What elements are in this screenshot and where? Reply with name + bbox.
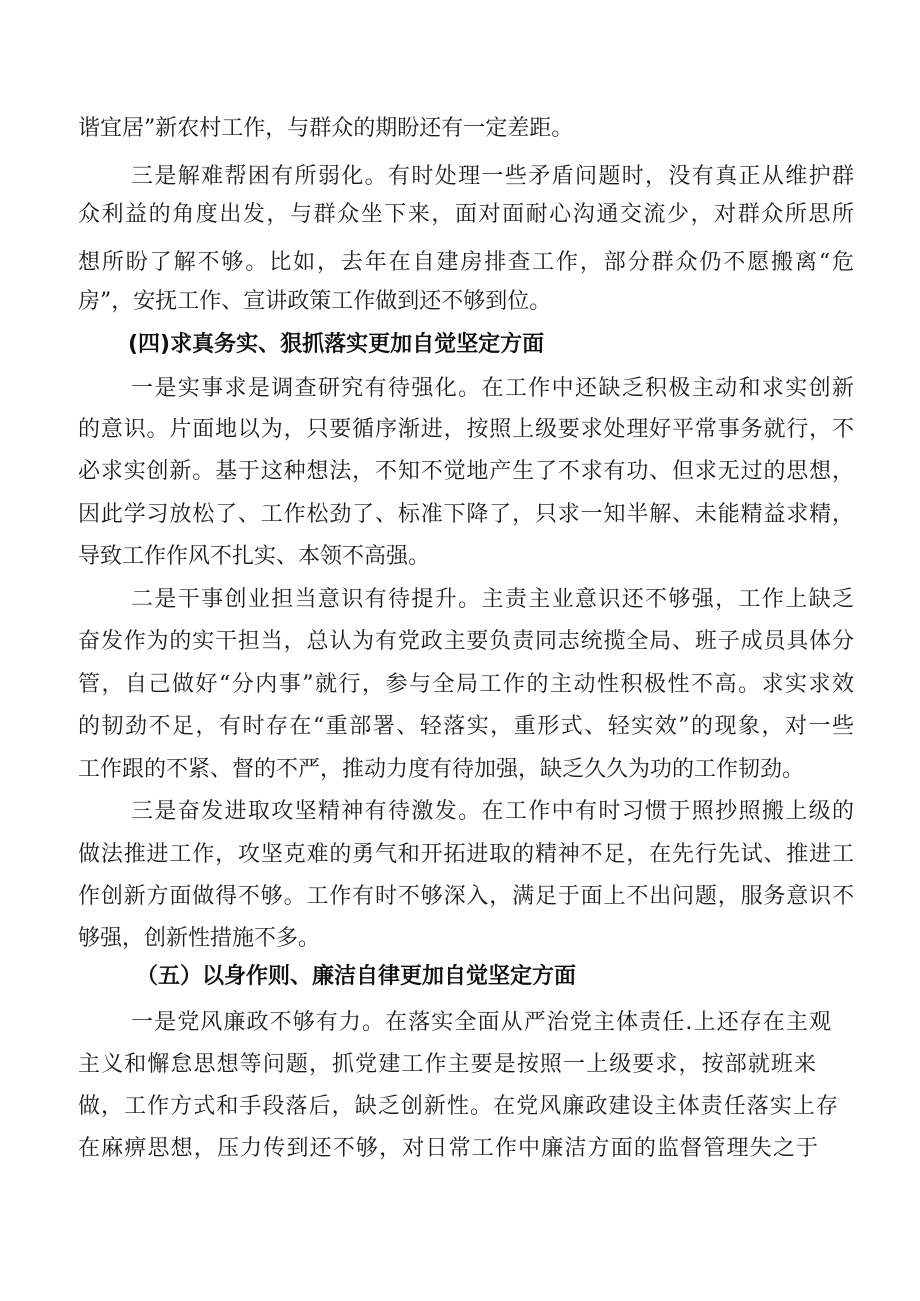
- paragraph-line: 主义和懈怠思想等问题，抓党建工作主要是按照一上级要求，按部就班来: [78, 1052, 816, 1077]
- paragraph-line: 管，自己做好“分内事”就行，参与全局工作的主动性积极性不高。求实求效: [78, 672, 854, 697]
- paragraph-line: 导致工作作风不扎实、本领不高强。: [78, 544, 431, 569]
- paragraph-line: 作创新方面做得不够。工作有时不够深入，满足于面上不出问题，服务意识不: [78, 884, 854, 909]
- paragraph-line: 的韧劲不足，有时存在“重部署、轻落实，重形式、轻实效”的现象，对一些: [78, 714, 854, 739]
- paragraph-line: 够强，创新性措施不多。: [78, 926, 321, 951]
- section-heading-5: （五）以身作则、廉洁自律更加自觉坚定方面: [136, 964, 577, 989]
- section-heading-4: (四)求真务实、狠抓落实更加自觉坚定方面: [128, 332, 545, 357]
- paragraph-line: 因此学习放松了、工作松劲了、标准下降了，只求一知半解、未能精益求精，: [78, 502, 854, 527]
- paragraph-line: 做，工作方式和手段落后，缺乏创新性。在党风廉政建设主体责任落实上存: [78, 1094, 838, 1119]
- paragraph-line: 三是解难帮困有所弱化。有时处理一些矛盾问题时，没有真正从维护群: [131, 164, 854, 189]
- paragraph-line: 二是干事创业担当意识有待提升。主责主业意识还不够强，工作上缺乏: [131, 587, 854, 612]
- paragraph-line: 的意识。片面地以为，只要循序渐进，按照上级要求处理好平常事务就行，不: [78, 417, 854, 442]
- paragraph-line: 一是实事求是调查研究有待强化。在工作中还缺乏积极主动和求实创新: [131, 376, 854, 401]
- paragraph-line: 在麻痹思想，压力传到还不够，对日常工作中廉洁方面的监督管理失之于: [78, 1136, 818, 1161]
- paragraph-line: 三是奋发进取攻坚精神有待激发。在工作中有时习惯于照抄照搬上级的: [131, 799, 854, 824]
- paragraph-line: 谐宜居”新农村工作，与群众的期盼还有一定差距。: [78, 116, 574, 141]
- paragraph-line: 想所盼了解不够。比如，去年在自建房排查工作，部分群众仍不愿搬离“危: [78, 250, 854, 275]
- paragraph-line: 一是党风廉政不够有力。在落实全面从严治党主体责任.上还存在主观: [131, 1010, 831, 1035]
- paragraph-line: 工作跟的不紧、督的不严，推动力度有待加强，缺乏久久为功的工作韧劲。: [78, 757, 805, 782]
- paragraph-line: 必求实创新。基于这种想法，不知不觉地产生了不求有功、但求无过的思想，: [78, 459, 854, 484]
- paragraph-line: 房”，安抚工作、宣讲政策工作做到还不够到位。: [78, 289, 552, 314]
- paragraph-line: 做法推进工作，攻坚克难的勇气和开拓进取的精神不足，在先行先试、推进工: [78, 842, 854, 867]
- paragraph-line: 奋发作为的实干担当，总认为有党政主要负责同志统揽全局、班子成员具体分: [78, 629, 854, 654]
- paragraph-line: 众利益的角度出发，与群众坐下来，面对面耐心沟通交流少，对群众所思所: [78, 202, 854, 227]
